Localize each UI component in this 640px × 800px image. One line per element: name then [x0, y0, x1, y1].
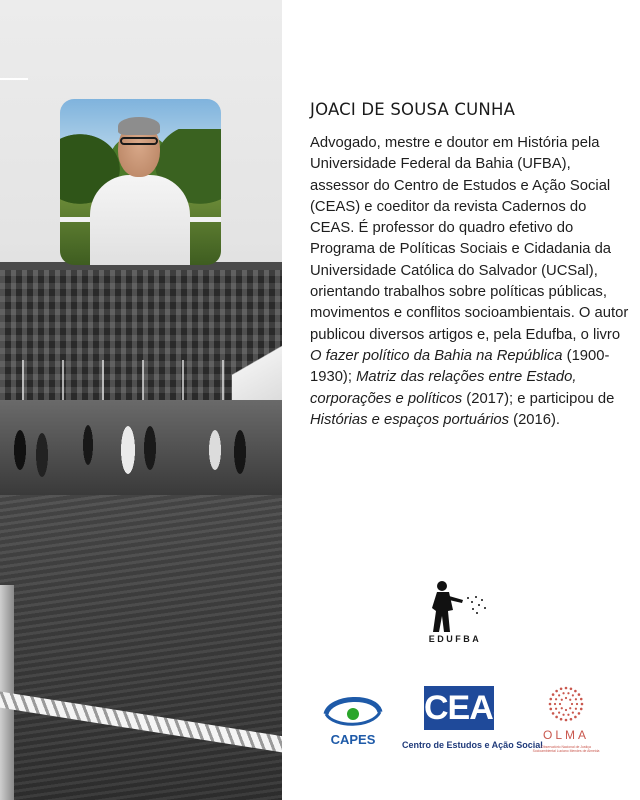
- olma-dot: [555, 698, 557, 700]
- bio-text: Advogado, mestre e doutor em História pela Universidade Federal da Bahia (UFBA), assessor do Centro de Estudos e Ação Social (CEAS) e coeditor da revista Cadernos do CEAS. É professor do quadro efetivo do Programa de Políticas Sociais e Cidadania da Universidade Católica do Salvador (UCSal), orientando trabalhos sobre políticas públicas, movimentos e conflitos socioambientais. O autor publicou diversos artigos e, pela Edufba, o livro: [310, 135, 629, 343]
- book-title: Histórias e espaços portuários: [310, 411, 510, 428]
- olma-dot: [559, 703, 561, 705]
- olma-dot: [572, 712, 574, 714]
- olma-dot: [580, 698, 583, 701]
- bio-text: (2017); e participou de: [462, 390, 615, 407]
- capes-label: CAPES: [330, 732, 376, 747]
- ceas-logo: [402, 684, 543, 754]
- book-title: Matriz das relações entre Estado, corporações e políticos: [310, 369, 577, 407]
- olma-dot: [549, 698, 552, 701]
- bio-text: (2016).: [509, 411, 561, 428]
- olma-dot: [575, 698, 577, 700]
- olma-dot: [549, 703, 552, 706]
- bio-text: (1900-1930);: [310, 347, 610, 386]
- olma-dot: [576, 703, 578, 705]
- portrait-shirt: [90, 175, 190, 265]
- olma-dot: [571, 703, 573, 705]
- olma-dot: [552, 712, 555, 715]
- olma-dot: [574, 690, 577, 693]
- capes-logo: [320, 688, 386, 752]
- lawn: [0, 495, 282, 800]
- author-portrait: [60, 99, 221, 265]
- edufba-label: EDUFBA: [428, 634, 482, 644]
- olma-dot: [560, 718, 563, 721]
- author-name: JOACI DE SOUSA CUNHA: [310, 100, 516, 119]
- olma-dot: [555, 708, 557, 710]
- sower-icon: [415, 578, 495, 634]
- edufba-logo: [415, 578, 495, 648]
- olma-dot: [560, 687, 563, 690]
- olma-dot: [565, 709, 567, 711]
- portrait-hair: [118, 117, 160, 135]
- crowd: [0, 400, 282, 495]
- olma-dot: [562, 692, 564, 694]
- olma-dot: [552, 693, 555, 696]
- olma-dot: [565, 697, 567, 699]
- olma-dot: [570, 718, 573, 721]
- olma-dot: [567, 714, 569, 716]
- olma-dot: [549, 708, 552, 711]
- olma-dot: [565, 719, 568, 722]
- olma-dot: [561, 699, 563, 701]
- olma-dot: [578, 712, 581, 715]
- olma-subtitle: Observatório Nacional de Justiça Socioambiental Luciano Mendes de Almeida: [532, 745, 600, 753]
- olma-dot: [562, 714, 564, 716]
- olma-dot: [581, 703, 584, 706]
- olma-dot: [569, 699, 571, 701]
- tent: [232, 320, 282, 400]
- olma-dot: [558, 712, 560, 714]
- olma-dot: [572, 694, 574, 696]
- olma-dot: [555, 690, 558, 693]
- olma-dot: [555, 716, 558, 719]
- olma-label: OLMA: [542, 728, 589, 742]
- portrait-glasses: [120, 137, 158, 145]
- olma-dot: [570, 687, 573, 690]
- olma-dot: [567, 692, 569, 694]
- olma-dot: [554, 703, 556, 705]
- olma-dot: [558, 694, 560, 696]
- olma-dots-icon: [528, 684, 604, 728]
- olma-dot: [574, 716, 577, 719]
- olma-logo: [528, 684, 604, 754]
- capes-swoosh-icon: [320, 688, 386, 732]
- olma-dot: [580, 708, 583, 711]
- olma-dot: [561, 707, 563, 709]
- olma-dot: [575, 708, 577, 710]
- olma-dot: [565, 687, 568, 690]
- ceas-letters: CEAS: [424, 689, 515, 727]
- olma-dot: [578, 693, 581, 696]
- author-bio: [310, 133, 630, 431]
- decorative-line: [0, 78, 28, 80]
- ceas-subtitle: Centro de Estudos e Ação Social: [402, 740, 543, 750]
- cover-photo-panel: [0, 0, 282, 800]
- olma-dot: [569, 707, 571, 709]
- book-title: O fazer político da Bahia na República: [310, 347, 563, 364]
